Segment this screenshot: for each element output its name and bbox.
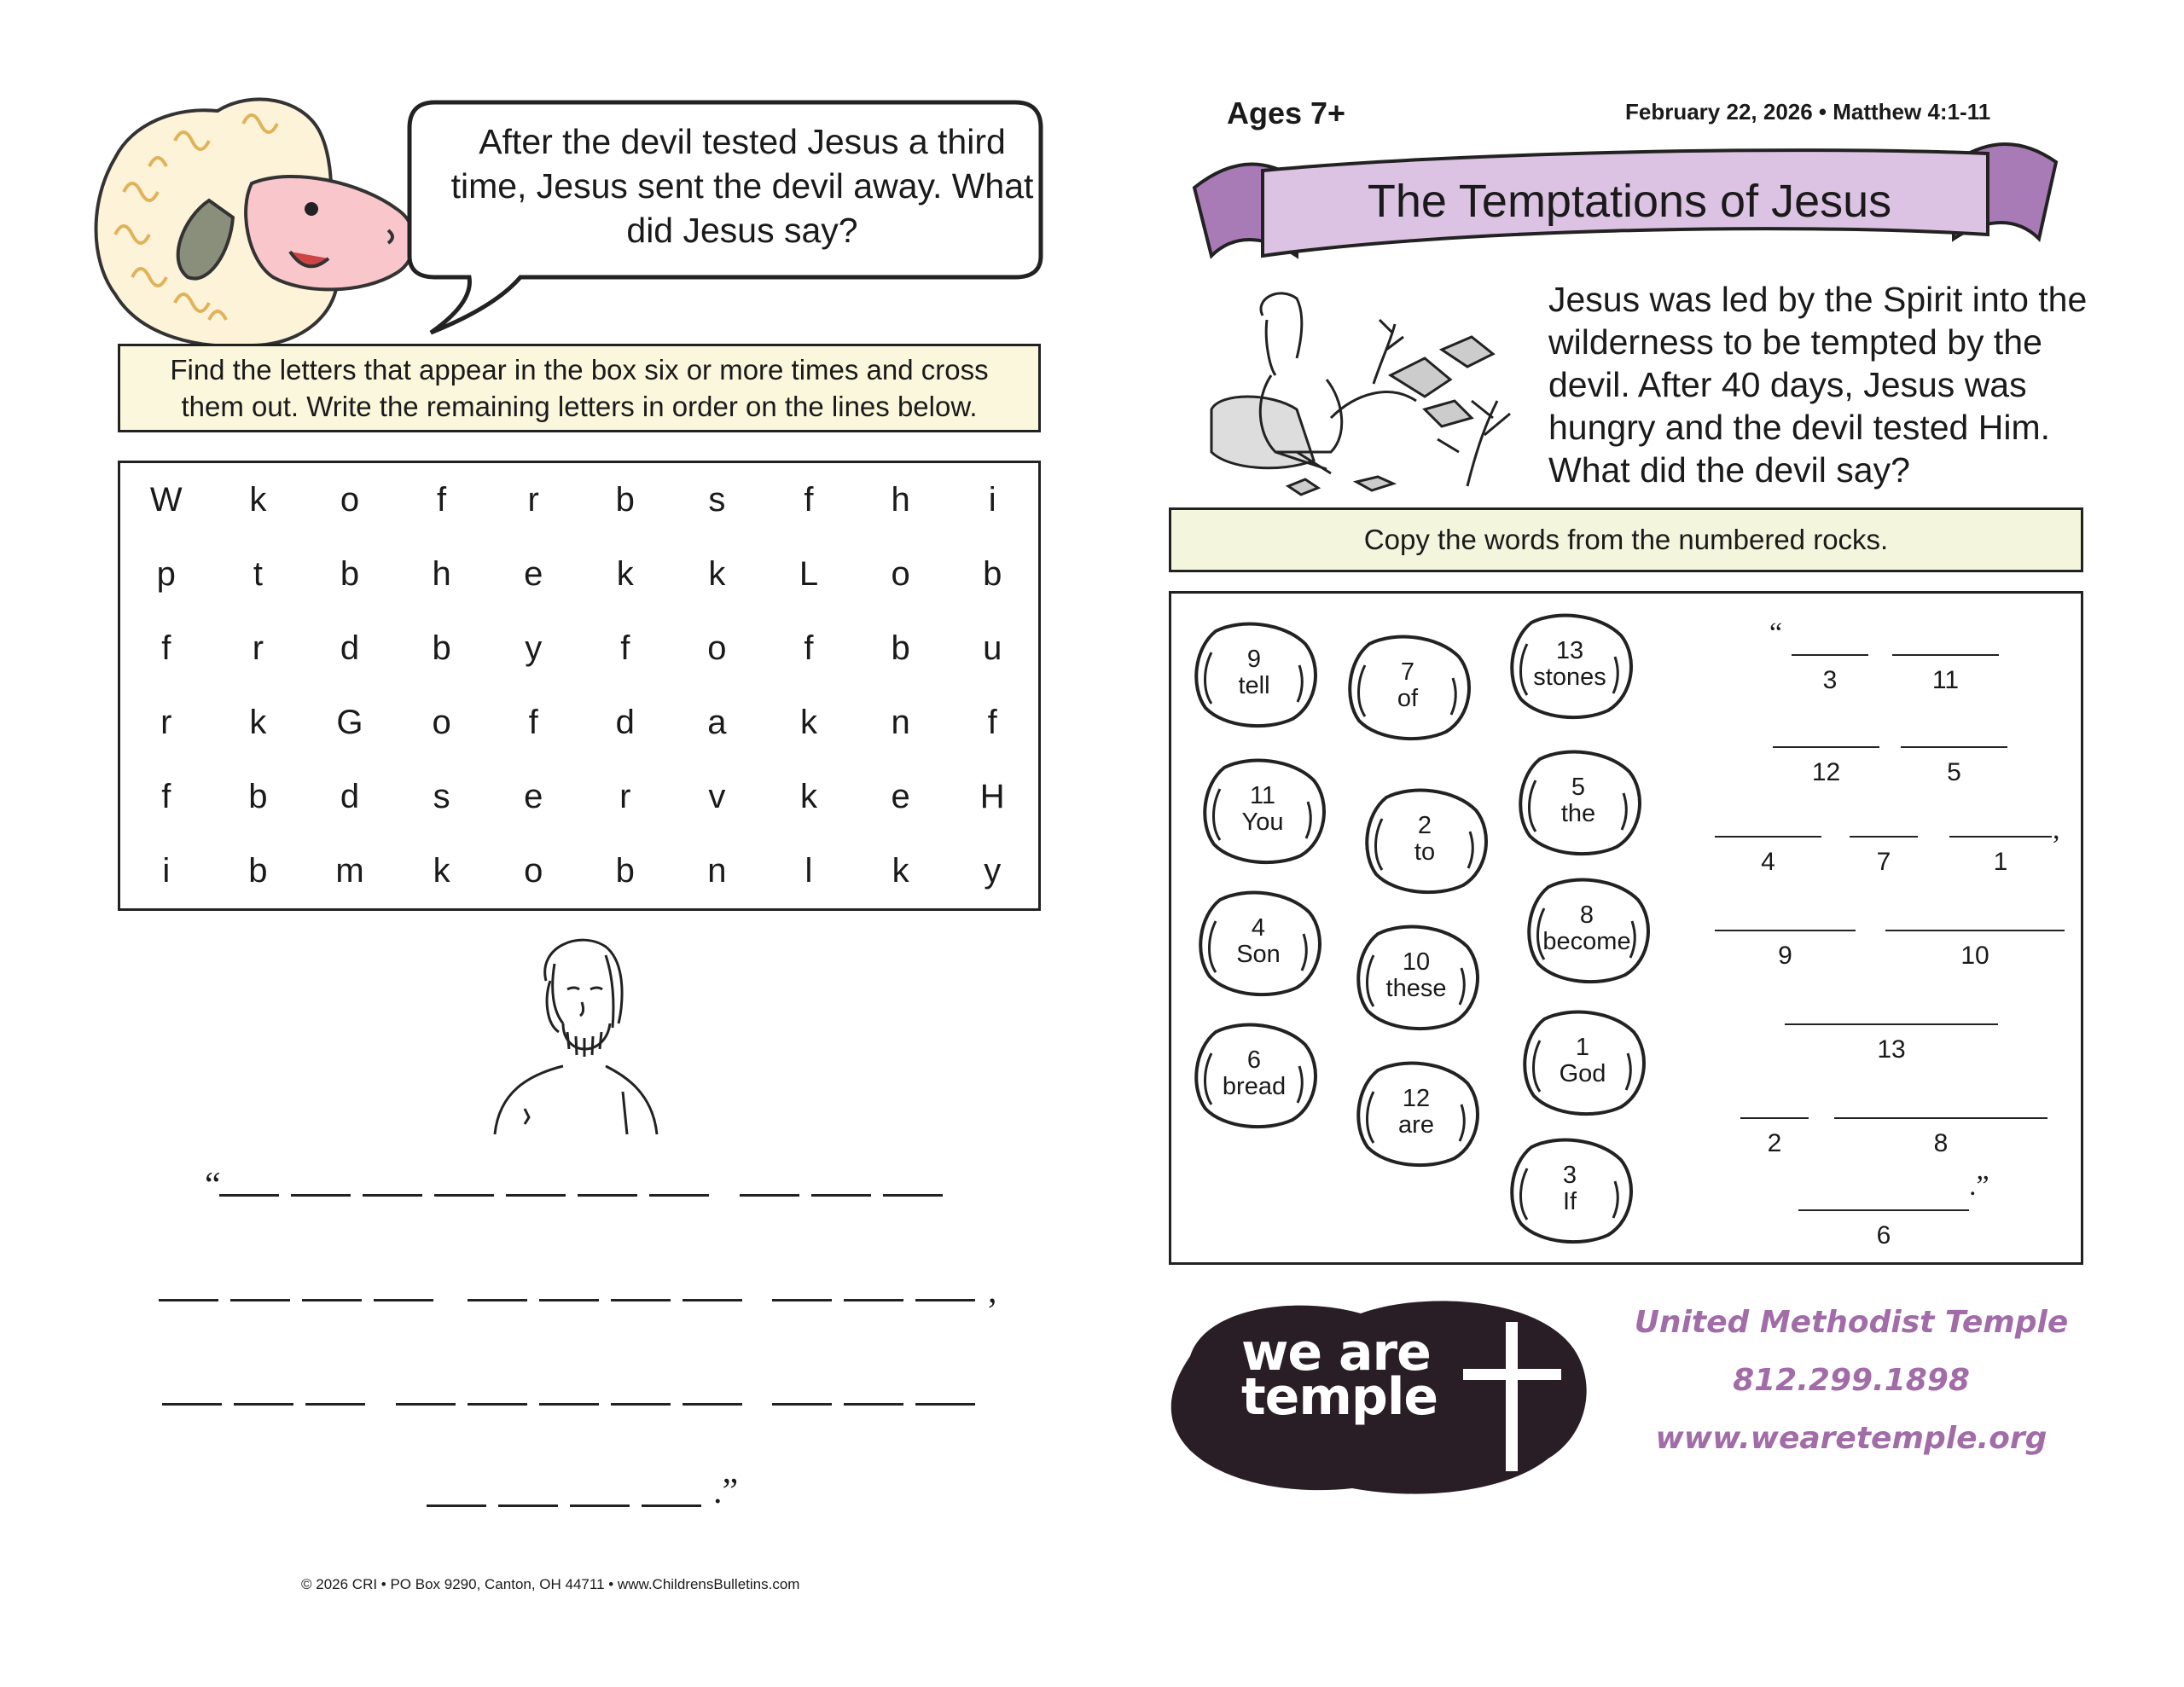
letter-cell: d [615,704,635,741]
copy-instructions-text: Copy the words from the numbered rocks. [1363,524,1889,555]
rock-number: 3 [1562,1162,1577,1189]
letter-blank[interactable] [506,1194,566,1197]
letter-cell: f [161,778,171,815]
letter-cell: d [340,778,360,815]
date-and-scripture: February 22, 2026 • Matthew 4:1-11 [1625,99,1991,125]
rock-word: bread [1222,1073,1287,1100]
letter-cell: k [433,852,450,890]
letter-cell: G [336,704,363,741]
rock-word: If [1562,1188,1577,1215]
letter-blank[interactable] [844,1299,903,1301]
instructions-text: Find the letters that appear in the box six or more times and cross them out. Write the remaining letters in order on the lines below. [170,354,989,422]
word-blank[interactable] [1785,1023,1998,1025]
age-label: Ages 7+ [1227,96,1346,130]
church-name: United Methodist Temple [1634,1305,2069,1340]
letter-blank[interactable] [234,1403,293,1406]
letter-blank[interactable] [396,1403,456,1406]
letter-cell: f [804,481,814,519]
letter-cell: u [983,629,1002,667]
letter-cell: k [708,555,726,593]
rock-number: 1 [1575,1034,1590,1061]
letter-cell: k [892,852,909,890]
letter-cell: n [707,852,727,890]
close-quote: .” [713,1472,739,1511]
rock-word: to [1414,838,1436,866]
rock-number: 8 [1579,901,1594,929]
letter-blank[interactable] [230,1299,290,1301]
rock-word: God [1559,1060,1606,1087]
blank-number: 11 [1931,666,1960,694]
letter-blank[interactable] [468,1403,527,1406]
letter-cell: y [984,852,1002,890]
rock [1519,1006,1647,1117]
letter-grid [118,461,1041,911]
letter-cell: r [160,704,172,741]
letter-cell: h [432,555,451,593]
letter-blank[interactable] [611,1299,671,1301]
rock-number: 6 [1246,1046,1262,1074]
rock [1190,1019,1318,1130]
letter-cell: o [340,481,360,519]
letter-cell: b [432,629,451,667]
letter-cell: b [248,778,268,815]
letter-cell: W [149,481,183,519]
letter-blank[interactable] [570,1504,630,1507]
letter-cell: b [615,481,635,519]
letter-blank[interactable] [363,1194,422,1197]
rock-number: 11 [1249,782,1276,809]
letter-cell: b [891,629,910,667]
letter-blank[interactable] [682,1403,742,1406]
rock [1199,755,1327,866]
blank-number: 12 [1811,758,1841,786]
rock [1506,1134,1634,1245]
letter-blank[interactable] [434,1194,494,1197]
word-blank[interactable] [1850,836,1918,838]
letter-blank[interactable] [772,1403,832,1406]
letter-blank[interactable] [427,1504,486,1507]
page-title: The Temptations of Jesus [1367,176,1892,227]
letter-blank[interactable] [219,1194,279,1197]
rock-word: tell [1238,672,1270,699]
rock [1352,1058,1480,1168]
letter-cell: f [987,704,997,741]
letter-blank[interactable] [305,1403,365,1406]
rock-word: are [1398,1111,1434,1139]
word-blank[interactable] [1773,746,1879,748]
letter-blank[interactable] [649,1194,709,1197]
letter-blank[interactable] [498,1504,558,1507]
rock [1514,746,1642,857]
letter-blank[interactable] [468,1299,527,1301]
rock [1523,874,1651,985]
rock [1194,887,1322,998]
logo-line-2: temple [1241,1367,1438,1427]
letter-cell: f [437,481,447,519]
letter-blank[interactable] [162,1403,222,1406]
letter-cell: s [433,778,450,815]
letter-blank[interactable] [578,1194,637,1197]
open-quote: “ [205,1166,221,1205]
letter-cell: k [249,704,267,741]
word-blank[interactable] [1901,746,2007,748]
word-blank[interactable] [1792,654,1868,656]
letter-cell: e [891,778,910,815]
blank-number: 5 [1947,758,1961,786]
rock-word: of [1397,685,1419,712]
letter-cell: b [983,555,1002,593]
letter-blank[interactable] [302,1299,362,1301]
letter-blank[interactable] [611,1403,671,1406]
letter-blank[interactable] [642,1504,701,1507]
wilderness-sketch [1203,281,1544,503]
letter-blank[interactable] [159,1299,218,1301]
logo-text [1241,1323,1438,1427]
answer-close-quote: .” [1969,1170,1989,1202]
blank-number: 7 [1876,848,1891,876]
letter-cell: f [528,704,538,741]
letter-blank[interactable] [915,1403,975,1406]
rock-word: the [1560,800,1596,827]
blank-number: 3 [1822,666,1838,694]
letter-cell: m [335,852,364,890]
letter-cell: i [988,481,996,519]
letter-blank[interactable] [883,1194,943,1197]
letter-cell: i [162,852,171,890]
letter-blank[interactable] [772,1299,832,1301]
logo-line-1: we are [1241,1323,1431,1383]
blank-number: 10 [1960,942,1989,970]
letter-cell: f [620,629,630,667]
jesus-sketch [478,930,674,1143]
copy-instructions-box [1169,507,2083,572]
rock-number: 4 [1251,914,1266,942]
letter-cell: f [161,629,171,667]
word-blank[interactable] [1740,1117,1809,1119]
word-blank[interactable] [1885,930,2065,931]
letter-cell: H [979,778,1005,815]
rock [1361,785,1489,896]
rock-word: become [1542,928,1631,955]
letter-cell: o [891,555,910,593]
letter-cell: o [432,704,451,741]
letter-blank[interactable] [682,1299,742,1301]
rock-word: You [1241,809,1284,836]
blank-number: 13 [1877,1035,1906,1064]
letter-cell: p [156,555,176,593]
letter-blank[interactable] [811,1194,871,1197]
rock [1344,631,1472,742]
letter-blank[interactable] [915,1299,975,1301]
rock-number: 10 [1402,948,1431,976]
sheep-illustration [81,90,439,354]
letter-cell: b [248,852,268,890]
letter-cell: r [252,629,264,667]
letter-blank[interactable] [374,1299,433,1301]
letter-blank[interactable] [291,1194,351,1197]
blank-number: 6 [1876,1221,1891,1249]
rock [1352,921,1480,1032]
rock [1506,610,1634,721]
rock-number: 2 [1417,812,1432,839]
letter-cell: k [249,481,267,519]
letter-cell: f [804,629,814,667]
letter-cell: k [616,555,634,593]
letter-cell: d [340,629,360,667]
speech-text: After the devil tested Jesus a third time, Jesus sent the devil away. What did Jesus say? [450,122,1034,250]
church-website[interactable]: www.wearetemple.org [1655,1421,2048,1456]
answer-comma: , [2053,814,2060,845]
letter-blank[interactable] [539,1403,599,1406]
word-blank[interactable] [1949,836,2052,838]
letter-cell: e [524,555,543,593]
rock-word: these [1385,975,1447,1002]
rock-word: stones [1533,664,1606,691]
church-phone: 812.299.1898 [1733,1363,1970,1398]
rock-word: Son [1236,941,1281,968]
letter-cell: h [891,481,910,519]
rock-number: 9 [1246,646,1262,673]
letter-cell: e [524,778,543,815]
rock-number: 5 [1571,774,1586,801]
instructions-box [118,344,1041,432]
blank-number: 9 [1778,942,1792,970]
word-blank[interactable] [1892,654,1999,656]
letter-cell: a [707,704,727,741]
letter-blank[interactable] [539,1299,599,1301]
word-blank[interactable] [1715,836,1821,838]
letter-grid-cells [120,463,1038,908]
letter-cell: y [525,629,543,667]
copyright-footer: © 2026 CRI • PO Box 9290, Canton, OH 44711 • www.ChildrensBulletins.com [301,1576,800,1592]
comma: , [988,1272,997,1311]
blank-number: 8 [1933,1129,1949,1157]
letter-cell: b [615,852,635,890]
letter-cell: L [799,555,819,593]
letter-cell: k [799,704,817,741]
letter-cell: o [524,852,543,890]
letter-cell: n [891,704,910,741]
answer-open-quote: “ [1769,617,1783,649]
letter-cell: b [340,555,360,593]
letter-cell: s [708,481,726,519]
rock [1190,618,1318,729]
rock-number: 13 [1555,637,1584,664]
letter-cell: r [619,778,631,815]
rock-number: 12 [1402,1085,1431,1112]
blank-number: 4 [1761,848,1775,876]
intro-text: Jesus was led by the Spirit into the wilderness to be tempted by the devil. After 40 days, Jesus was hungry and the devil tested Him. What did the devil say? [1548,280,2088,490]
rock-number: 7 [1400,658,1415,686]
word-blank[interactable] [1715,930,1856,931]
letter-cell: v [708,778,726,815]
letter-cell: o [707,629,727,667]
word-blank[interactable] [1834,1117,2048,1119]
blank-number: 1 [1993,848,2008,876]
letter-cell: r [527,481,539,519]
letter-cell: l [804,852,813,890]
blank-number: 2 [1767,1129,1782,1157]
letter-cell: t [253,555,263,593]
letter-blank[interactable] [740,1194,799,1197]
letter-cell: k [799,778,817,815]
word-blank[interactable] [1798,1209,1969,1211]
letter-blank[interactable] [844,1403,903,1406]
